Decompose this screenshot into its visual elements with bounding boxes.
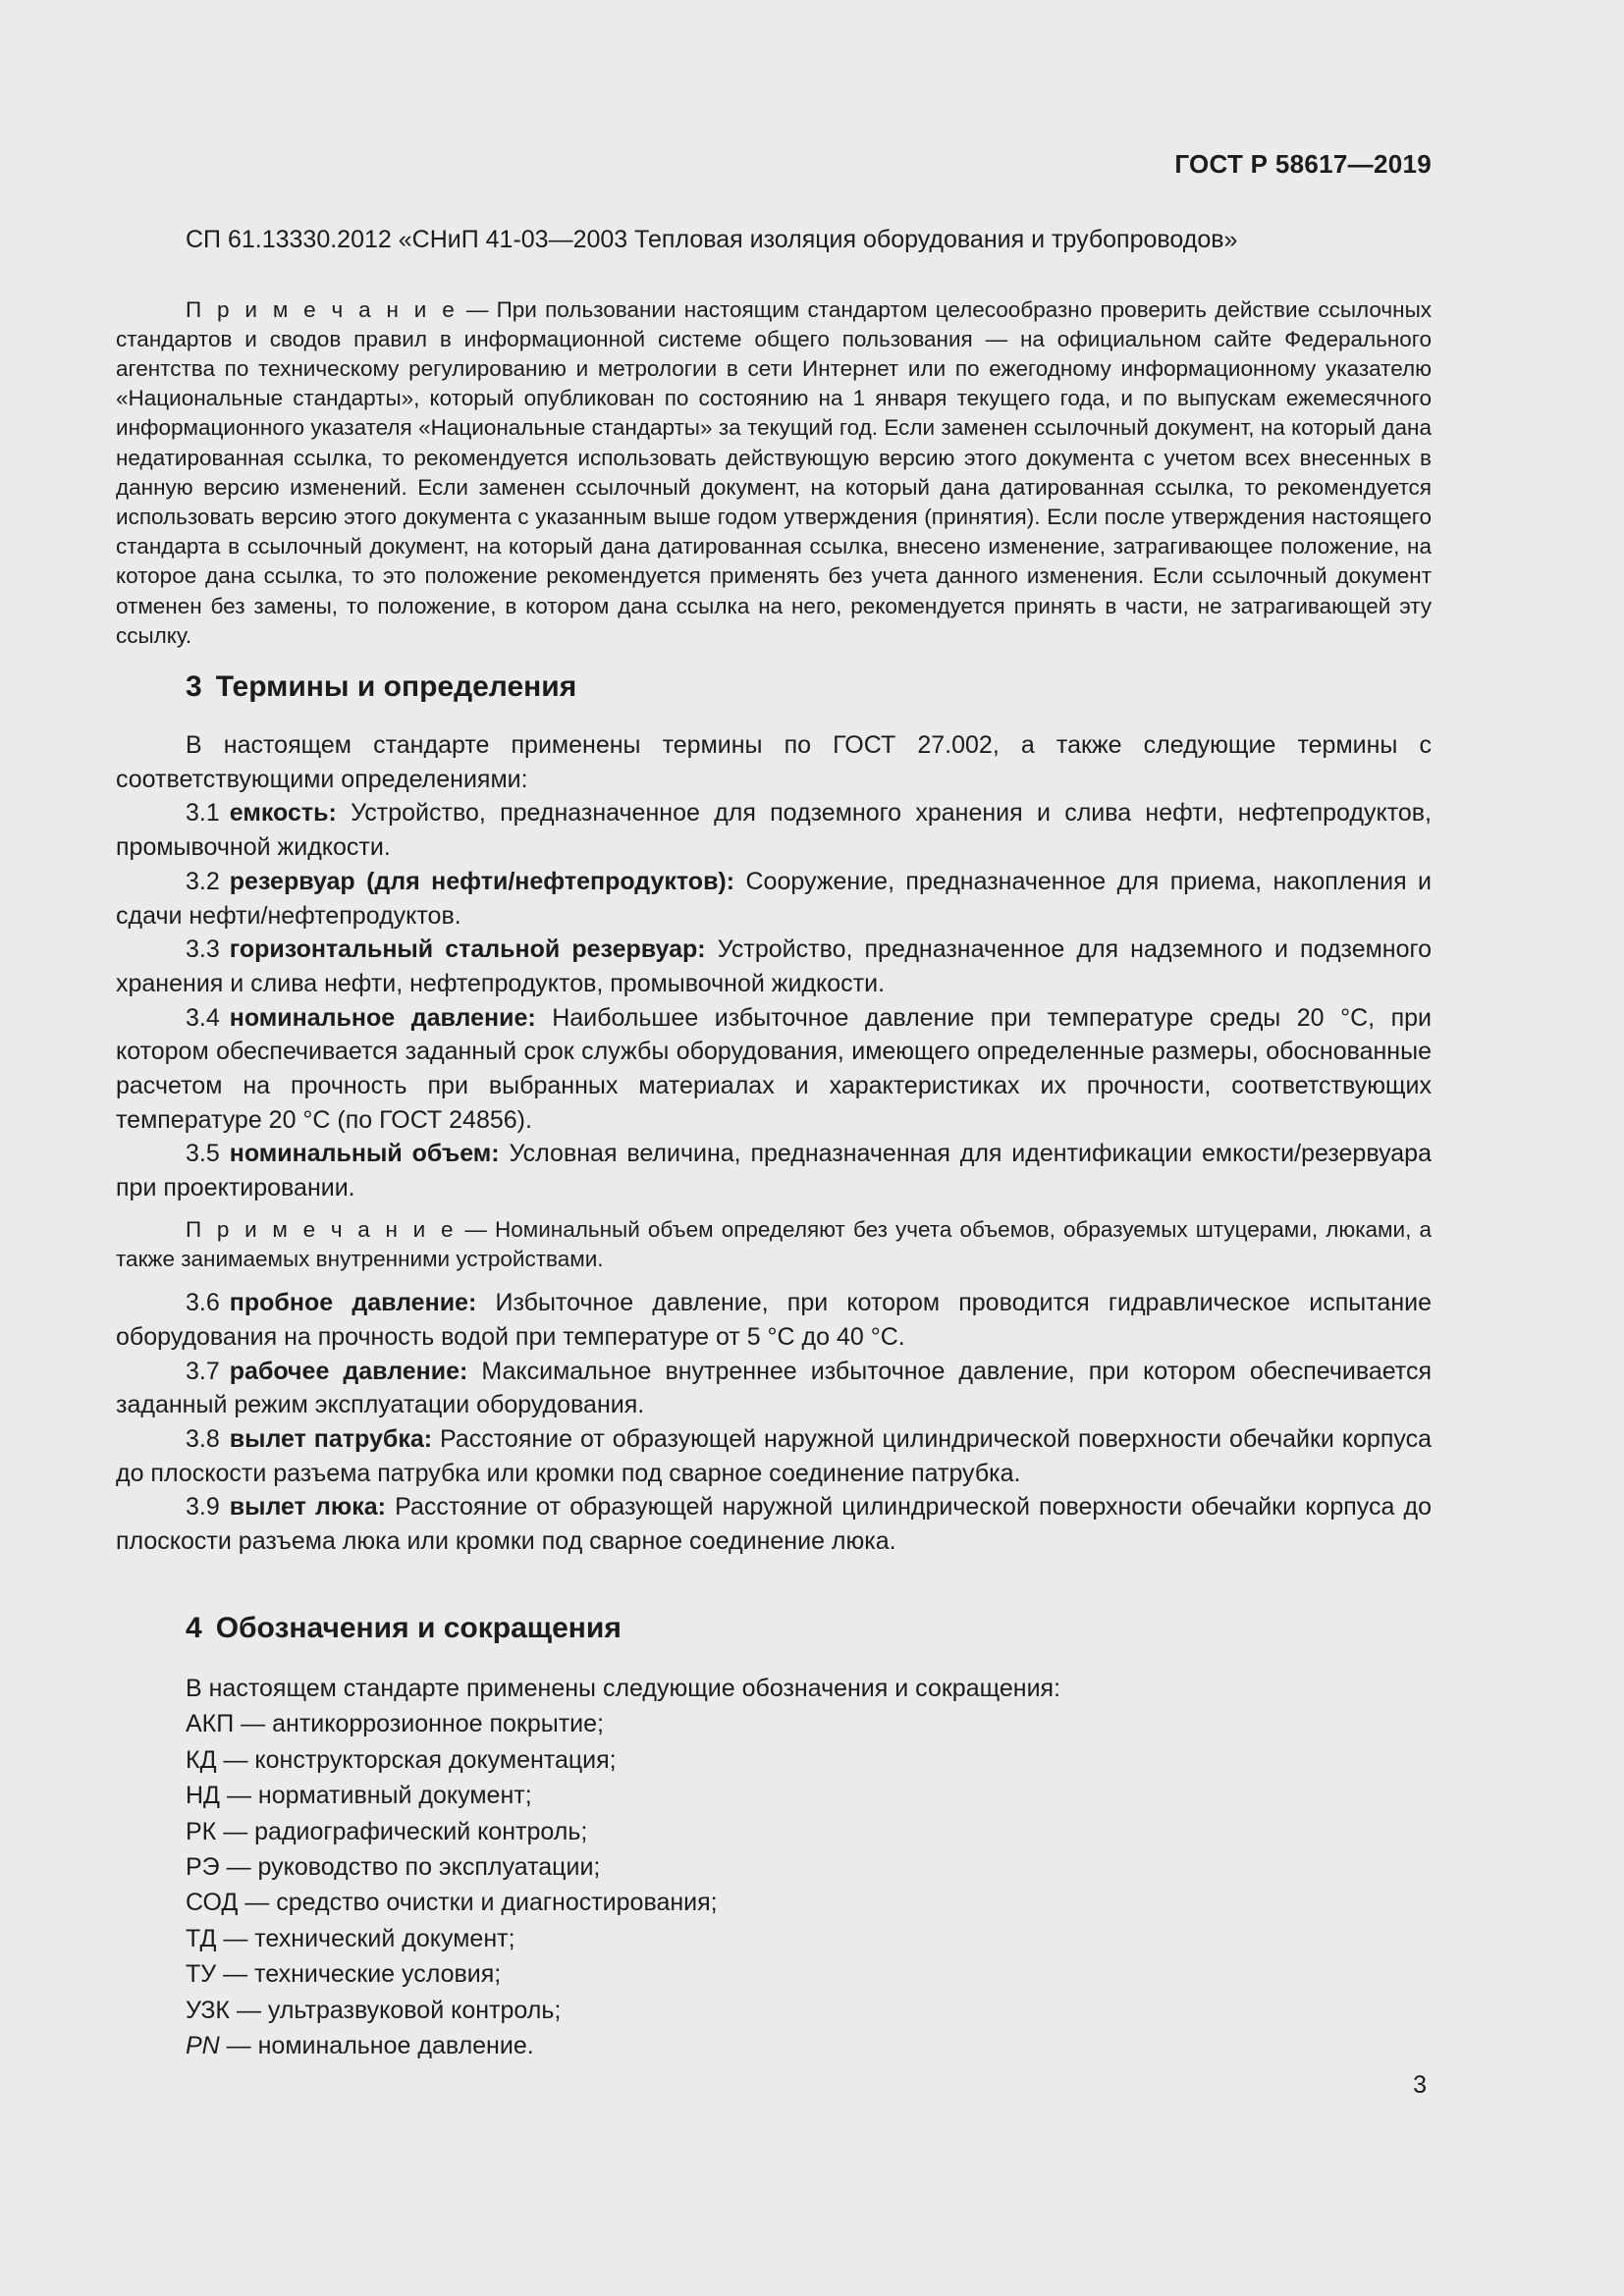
term-name: вылет патрубка: [229,1425,433,1454]
abbreviation: РЭ [186,1853,220,1882]
abbreviation-meaning: — руководство по эксплуатации; [219,1853,601,1882]
section-number: 3 [186,670,202,703]
term-note [116,1215,1432,1274]
reference-line: СП 61.13330.2012 «СНиП 41-03—2003 Тепловая изоляция оборудования и трубопроводов» [186,226,1238,253]
term-definition: Избыточное давление, при котором проводится гидравлическое испытание оборудования на прочность водой при температуре от 5 °С до 40 °С. [116,1289,1432,1351]
term-definition: Устройство, предназначенное для подземного хранения и слива нефти, нефтепродуктов, промывочной жидкости. [116,799,1432,862]
term-number: 3.1 [186,799,220,828]
term-number: 3.8 [186,1425,220,1454]
section-3-title [186,670,576,704]
term-number: 3.5 [186,1140,220,1168]
term-name: пробное давление: [229,1289,477,1317]
abbreviation: НД [186,1782,220,1810]
abbreviation-item [186,2028,1060,2063]
section-title-text: Термины и определения [215,670,577,703]
term-definition: Условная величина, предназначенная для идентификации емкости/резервуара при проектировании. [116,1140,1432,1202]
abbreviation-item [186,1956,1060,1992]
term-number: 3.9 [186,1493,220,1522]
abbreviation-meaning: — конструкторская документация; [216,1745,617,1774]
abbreviation: ТУ [186,1960,217,1989]
term-name: емкость: [229,799,337,828]
term-item [116,796,1432,864]
term-item [116,1137,1432,1204]
term-definition: Устройство, предназначенное для надземного и подземного хранения и слива нефти, нефтепродуктов, промывочной жидкости. [116,935,1432,997]
section-number: 4 [186,1612,202,1644]
term-number: 3.6 [186,1289,220,1317]
abbreviation: КД [186,1745,217,1774]
term-definition: Расстояние от образующей наружной цилиндрической поверхности обечайки корпуса до плоскости разъема люка или кромки под сварное соединение люка. [116,1493,1432,1556]
abbreviation: PN [186,2032,220,2060]
references-note [116,295,1432,651]
abbreviation-item [186,1993,1060,2028]
term-item [116,1355,1432,1422]
term-number: 3.3 [186,935,220,964]
abbreviation-item [186,1885,1060,1920]
abbreviation: УЗК [186,1996,230,2024]
term-item [116,1001,1432,1138]
abbreviation-meaning: — ультразвуковой контроль; [230,1996,562,2024]
note-label: П р и м е ч а н и е [186,1216,458,1242]
standard-code: ГОСТ Р 58617—2019 [1174,149,1432,179]
abbreviation: СОД [186,1889,239,1917]
abbreviation: РК [186,1817,217,1845]
abbreviation-meaning: — номинальное давление. [219,2032,534,2060]
term-name: рабочее давление: [229,1357,468,1385]
section-3-intro: В настоящем стандарте применены термины по ГОСТ 27.002, а также следующие термины с соответствующими определениями: [116,731,1432,793]
term-name: горизонтальный стальной резервуар: [229,935,706,964]
section-title-text: Обозначения и сокращения [215,1612,622,1644]
abbreviation-item [186,1814,1060,1849]
abbreviation-meaning: — нормативный документ; [220,1782,532,1810]
term-item [116,1490,1432,1558]
abbreviation-item [186,1778,1060,1813]
term-definition: Наибольшее избыточное давление при температуре среды 20 °С, при котором обеспечивается заданный срок службы оборудования, имеющего определенные размеры, обоснованные расчетом на прочность при выбранных материалах и характеристиках их прочности, соответствующих температуре 20 °С (по ГОСТ 24856). [116,1003,1433,1134]
abbreviation-meaning: — технические условия; [216,1960,502,1989]
abbreviation-item [186,1742,1060,1778]
abbreviation-item [186,1849,1060,1885]
note-text: — Номинальный объем определяют без учета объемов, образуемых штуцерами, люками, а также занимаемых внутренними устройствами. [116,1216,1432,1272]
note-text: — При пользовании настоящим стандартом целесообразно проверить действие ссылочных стандартов и сводов правил в информационной системе общего пользования — на официальном сайте Федерального агентства по техническому регулированию и метрологии в сети Интернет или по ежегодному информационному указателю «Национальные стандарты», который опубликован по состоянию на 1 января текущего года, и по выпускам ежемесячного информационного указателя «Национальные стандарты» за текущий год. Если заменен ссылочный документ, на который дана недатированная ссылка, то рекомендуется использовать действующую версию этого документа с учетом всех внесенных в данную версию изменений. Если заменен ссылочный документ, на который дана датированная ссылка, то рекомендуется использовать версию этого документа с указанным выше годом утверждения (принятия). Если после утверждения настоящего стандарта в ссылочный документ, на который дана датированная ссылка, внесено изменение, затрагивающее положение, на которое дана ссылка, то это положение рекомендуется применять без учета данного изменения. Если ссылочный документ отменен без замены, то положение, в котором дана ссылка на него, рекомендуется принять в части, не затрагивающей эту ссылку. [116,296,1432,648]
abbreviation-item [186,1921,1060,1956]
term-name: резервуар (для нефти/нефтепродуктов): [229,867,735,895]
abbreviation-meaning: — средство очистки и диагностирования; [238,1889,718,1917]
note-label: П р и м е ч а н и е [186,296,459,322]
term-name: номинальное давление: [229,1003,536,1032]
term-item [116,933,1432,1000]
abbreviation-item [186,1706,1060,1741]
term-name: номинальный объем: [229,1140,500,1168]
term-item [116,865,1432,933]
term-definition: Максимальное внутреннее избыточное давление, при котором обеспечивается заданный режим эксплуатации оборудования. [116,1357,1432,1419]
abbreviation-meaning: — технический документ; [216,1924,515,1952]
abbreviations-block [186,1671,1060,2063]
terms-block [116,728,1432,1559]
term-item [116,1286,1432,1354]
term-definition: Расстояние от образующей наружной цилиндрической поверхности обечайки корпуса до плоскости разъема патрубка или кромки под сварное соединение патрубка. [116,1425,1432,1487]
term-definition: Сооружение, предназначенное для приема, накопления и сдачи нефти/нефтепродуктов. [116,867,1432,930]
term-name: вылет люка: [229,1493,386,1522]
abbreviation: ТД [186,1924,217,1952]
abbreviation-meaning: — антикоррозионное покрытие; [234,1710,605,1738]
abbreviation: АКП [186,1710,235,1738]
term-number: 3.4 [186,1003,220,1032]
section-4-intro: В настоящем стандарте применены следующие обозначения и сокращения: [186,1675,1061,1702]
abbreviation-meaning: — радиографический контроль; [216,1817,588,1845]
section-4-title [186,1612,622,1645]
term-number: 3.2 [186,867,220,895]
term-item [116,1422,1432,1490]
page-number: 3 [1413,2071,1427,2099]
term-number: 3.7 [186,1357,220,1385]
